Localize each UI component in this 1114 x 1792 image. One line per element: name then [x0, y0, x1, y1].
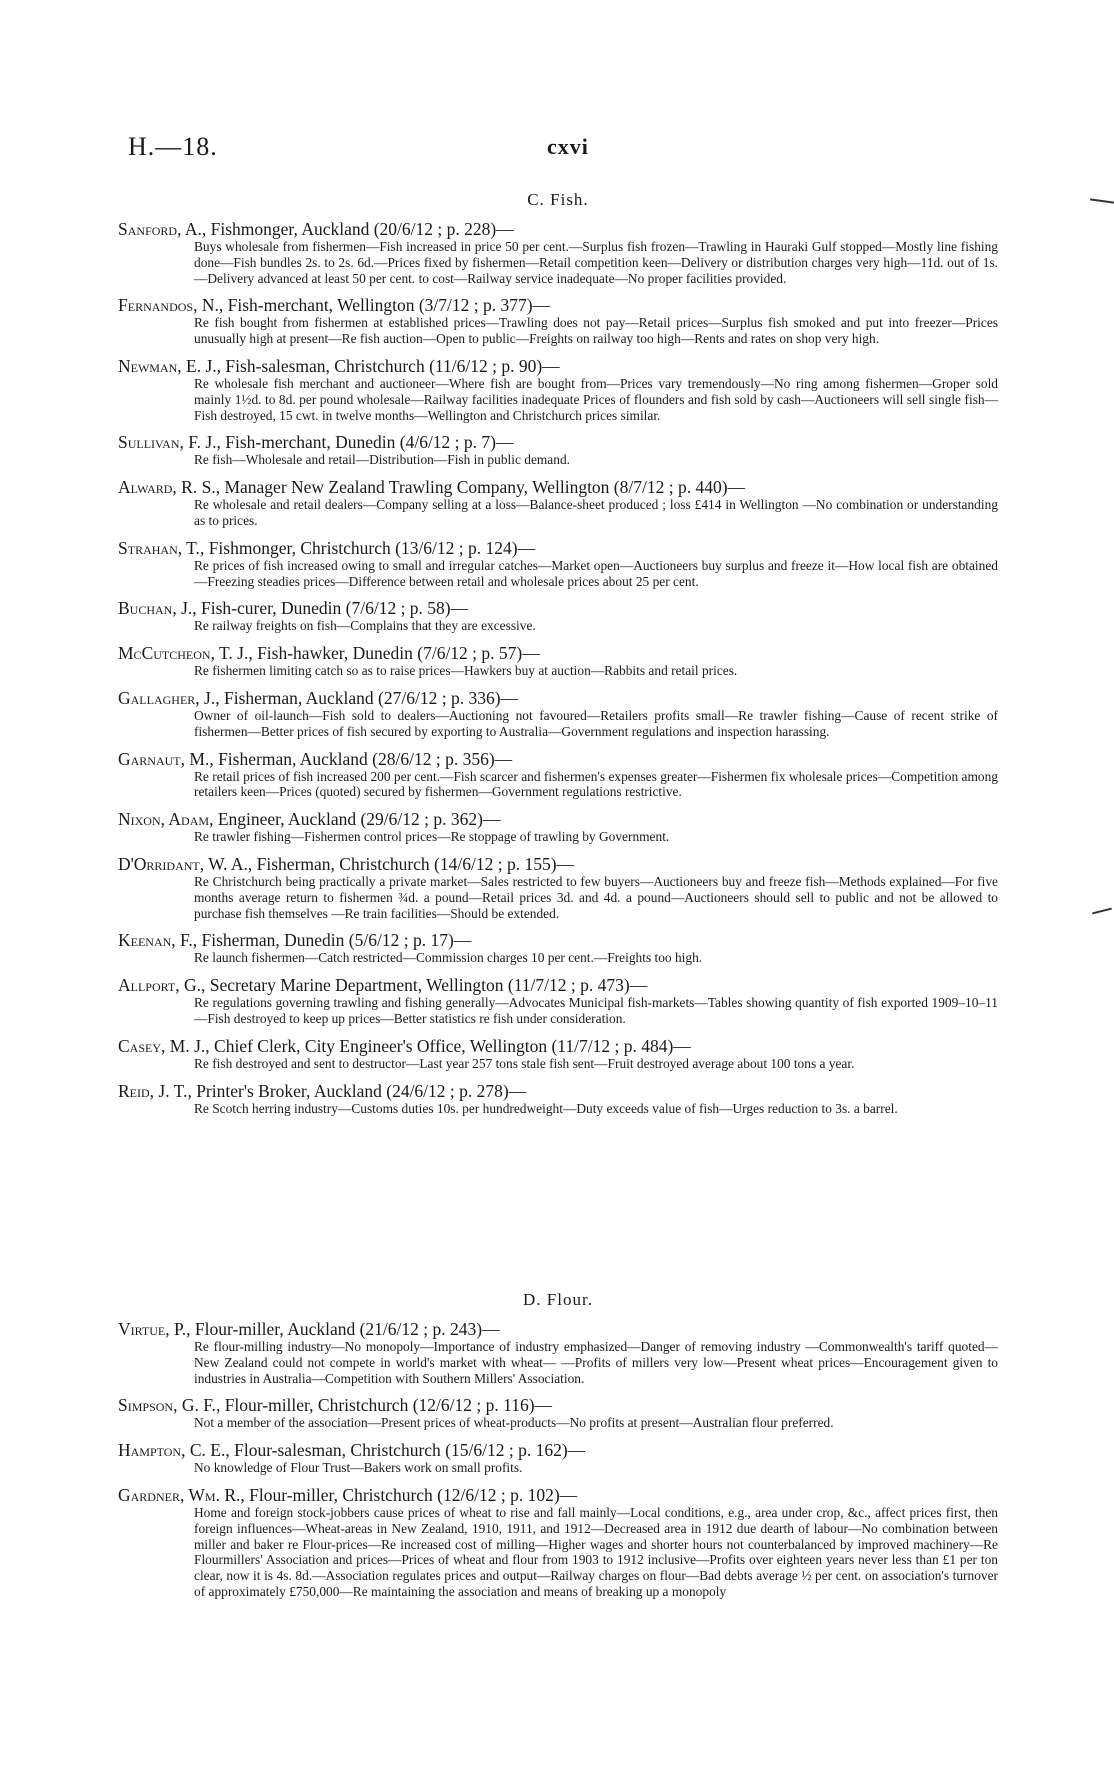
margin-mark: [1092, 908, 1112, 915]
evidence-summary: Not a member of the association—Present prices of wheat-products—No profits at present—Australian flour preferred.: [194, 1415, 834, 1431]
evidence-summary: Re wholesale and retail dealers—Company selling at a loss—Balance-sheet produced ; loss £414 in Wellington —No combination or understanding as to prices.: [194, 497, 998, 528]
witness-details: , Fish-salesman, Christchurch (11/6/12 ; p. 90)—: [216, 355, 560, 376]
evidence-summary: Re wholesale fish merchant and auctioneer—Where fish are bought from—Prices vary tremendously—No ring among fishermen—Groper sold mainly 1½d. to 8d. per pound wholesale—Railway facilities inadequate Prices of flounders and fish sold by cash—Auctioneers will sell single fish—Fish destroyed, 15 cwt. in twelve months—Wellington and Christchurch prices similar.: [194, 375, 998, 423]
witness-details: , Engineer, Auckland (29/6/12 ; p. 362)—: [209, 809, 501, 830]
section-title: D. Flour.: [523, 1290, 593, 1309]
evidence-summary: Buys wholesale from fishermen—Fish increased in price 50 per cent.—Surplus fish frozen—Trawling in Hauraki Gulf stopped—Mostly line fishing done—Fish bundles 2s. to 2s. 6d.—Prices fixed by fishermen—Retail competition keen—Delivery or distribution charges very high—11d. out of 1s.—Delivery advanced at least 50 per cent. to cost—Railway service inadequate—No proper facilities provided.: [194, 239, 998, 286]
witness-entry: [118, 1485, 998, 1600]
witness-details: , Fishmonger, Christchurch (13/6/12 ; p. 124)—: [199, 537, 536, 558]
entry-heading: [118, 1485, 998, 1505]
entry-heading: [118, 975, 998, 995]
witness-entry: [118, 749, 998, 801]
evidence-summary: Home and foreign stock-jobbers cause prices of wheat to rise and fall mainly—Local conditions, e.g., area under crop, &c., affect prices first, then foreign influences—Wheat-areas in New Zealand, 1910, 1911, and 1912—Decreased area in 1912 due dearth of labour—No combination between miller and baker re Flour-prices—Re increased cost of milling—Higher wages and shorter hours not counterbalanced by improved machinery—Re Flourmillers' Association and prices—Prices of wheat and flour from 1903 to 1912 inclusive—Profits over eighteen years never less than £1 per ton clear, now it is 4s. 8d.—Association regulates prices and output—Railway charges on flour—Bad debts average ½ per cent. on association's turnover of approximately £750,000—Re maintaining the association and means of breaking up a monopoly: [194, 1504, 998, 1599]
witness-details: , Fish-merchant, Dunedin (4/6/12 ; p. 7)—: [216, 432, 514, 453]
witness-details: , Fisherman, Auckland (27/6/12 ; p. 336)—: [215, 687, 519, 708]
witness-details: , Printer's Broker, Auckland (24/6/12 ; p. 278)—: [187, 1080, 527, 1101]
evidence-summary: Owner of oil-launch—Fish sold to dealers—Auctioning not favoured—Retailers profits small—Re trawler fishing—Cause of recent strike of fishermen—Better prices of fish secured by exporting to Australia—Government regulations and inspection harassing.: [194, 707, 998, 739]
margin-mark: [1090, 198, 1114, 203]
witness-entry: [118, 688, 998, 740]
evidence-summary: Re railway freights on fish—Complains that they are excessive.: [194, 618, 536, 634]
witness-name: Reid, J. T.: [118, 1080, 188, 1101]
witness-entry: [118, 643, 998, 679]
witness-entry: [118, 598, 998, 634]
entry-heading: [118, 688, 998, 708]
witness-name: Simpson, G. F.: [118, 1395, 216, 1416]
entry-heading: [118, 1395, 998, 1415]
entry-heading: [118, 477, 998, 497]
witness-details: , Secretary Marine Department, Wellington (11/7/12 ; p. 473)—: [201, 975, 648, 996]
witness-details: , Fisherman, Christchurch (14/6/12 ; p. 155)—: [247, 853, 575, 874]
witness-entry: [118, 1395, 998, 1431]
witness-entry: [118, 295, 998, 347]
evidence-summary: Re launch fishermen—Catch restricted—Commission charges 10 per cent.—Freights too high.: [194, 950, 703, 966]
evidence-summary: Re Christchurch being practically a private market—Sales restricted to few buyers—Auctioneers buy and freeze fish—Methods explained—For five months average return to fishermen ¾d. a pound—Retail prices 3d. and 4d. a pound—Auctioneers should sell to public and not be allowed to purchase fish themselves —Re train facilities—Should be extended.: [194, 873, 998, 921]
witness-details: , Fishmonger, Auckland (20/6/12 ; p. 228)—: [201, 219, 514, 239]
entry-heading: [118, 854, 998, 874]
evidence-summary: No knowledge of Flour Trust—Bakers work on small profits.: [194, 1460, 523, 1476]
witness-details: , Fish-hawker, Dunedin (7/6/12 ; p. 57)—: [248, 643, 540, 664]
evidence-summary: Re prices of fish increased owing to small and irregular catches—Market open—Auctioneers buy surplus and freeze it—How local fish are obtained—Freezing steadies prices—Difference between retail and wholesale prices about 25 per cent.: [194, 557, 998, 589]
witness-entry: [118, 1319, 998, 1386]
entry-heading: [118, 538, 998, 558]
page-header: [128, 132, 1008, 172]
evidence-summary: Re Scotch herring industry—Customs duties 10s. per hundredweight—Duty exceeds value of fish—Urges reduction to 3s. a barrel.: [194, 1100, 898, 1116]
witness-name: Fernandos, N.: [118, 295, 219, 316]
witness-details: , Fisherman, Auckland (28/6/12 ; p. 356)—: [209, 748, 513, 769]
witness-entry: [118, 477, 998, 529]
evidence-summary: Re trawler fishing—Fishermen control prices—Re stoppage of trawling by Government.: [194, 829, 670, 845]
report-reference: H.—18.: [128, 132, 218, 161]
evidence-summary: Re fish bought from fishermen at established prices—Trawling does not pay—Retail prices—Surplus fish smoked and put into freezer—Prices unusually high at present—Re fish auction—Open to public—Freights on railway too high—Rents and rates on shop very high.: [194, 315, 998, 347]
witness-details: , Fisherman, Dunedin (5/6/12 ; p. 17)—: [192, 930, 472, 951]
witness-name: Sanford, A.: [118, 219, 202, 239]
witness-entry: [118, 1036, 998, 1072]
entry-heading: [118, 1319, 998, 1339]
witness-details: , Fish-merchant, Wellington (3/7/12 ; p. 377)—: [218, 295, 551, 316]
witness-details: , Flour-salesman, Christchurch (15/6/12 ; p. 162)—: [225, 1440, 586, 1461]
entry-heading: [118, 598, 998, 618]
witness-name: Alward, R. S.: [118, 477, 216, 498]
entry-heading: [118, 749, 998, 769]
witness-name: Newman, E. J.: [118, 355, 217, 376]
entry-heading: [118, 356, 998, 376]
witness-entry: [118, 975, 998, 1027]
witness-details: , Flour-miller, Christchurch (12/6/12 ; p. 116)—: [215, 1395, 553, 1416]
section-title: C. Fish.: [527, 190, 589, 209]
section-flour: [118, 1290, 998, 1609]
witness-details: , Chief Clerk, City Engineer's Office, Wellington (11/7/12 ; p. 484)—: [205, 1035, 691, 1056]
evidence-summary: Re flour-milling industry—No monopoly—Importance of industry emphasized—Danger of removing industry —Commonwealth's tariff quoted—New Zealand could not compete in world's market with wheat— —Profits of millers very low—Present wheat prices—Encouragement given to industries in Australia—Competition with Southern Millers' Association.: [194, 1339, 998, 1386]
witness-name: Virtue, P.: [118, 1319, 187, 1339]
witness-name: Nixon, Adam: [118, 809, 210, 830]
evidence-summary: Re fishermen limiting catch so as to raise prices—Hawkers buy at auction—Rabbits and retail prices.: [194, 663, 738, 679]
witness-name: Allport, G.: [118, 975, 202, 996]
witness-entry: [118, 809, 998, 845]
entry-heading: [118, 295, 998, 315]
witness-name: McCutcheon, T. J.: [118, 643, 249, 664]
witness-name: D'Orridant, W. A.: [118, 853, 248, 874]
witness-entry: [118, 219, 998, 286]
evidence-summary: Re fish destroyed and sent to destructor—Last year 257 tons stale fish sent—Fruit destroyed average about 100 tons a year.: [194, 1055, 855, 1071]
entry-heading: [118, 809, 998, 829]
evidence-summary: Re fish—Wholesale and retail—Distribution—Fish in public demand.: [194, 452, 570, 468]
witness-name: Garnaut, M.: [118, 748, 210, 769]
witness-name: Casey, M. J.: [118, 1035, 206, 1056]
witness-name: Gallagher, J.: [118, 687, 216, 708]
witness-entry: [118, 538, 998, 590]
witness-details: , Flour-miller, Auckland (21/6/12 ; p. 243)—: [186, 1319, 500, 1339]
witness-entry: [118, 930, 998, 966]
witness-details: , Flour-miller, Christchurch (12/6/12 ; p. 102)—: [240, 1484, 578, 1505]
witness-name: Sullivan, F. J.: [118, 432, 217, 453]
witness-details: , Fish-curer, Dunedin (7/6/12 ; p. 58)—: [192, 598, 469, 619]
witness-entry: [118, 356, 998, 423]
witness-name: Strahan, T.: [118, 537, 200, 558]
entry-heading: [118, 1081, 998, 1101]
witness-details: , Manager New Zealand Trawling Company, Wellington (8/7/12 ; p. 440)—: [215, 477, 746, 498]
witness-entry: [118, 1081, 998, 1117]
entry-heading: [118, 432, 998, 452]
evidence-summary: Re retail prices of fish increased 200 per cent.—Fish scarcer and fishermen's expenses greater—Fishermen fix wholesale prices—Competition among retailers keen—Prices (quoted) secured by fishermen—Government regulations restrictive.: [194, 768, 998, 800]
evidence-summary: Re regulations governing trawling and fishing generally—Advocates Municipal fish-markets—Tables showing quantity of fish exported 1909–10–11—Fish destroyed to keep up prices—Better statistics re fish under consideration.: [194, 995, 998, 1026]
section-fish: [118, 190, 998, 1125]
witness-entry: [118, 1440, 998, 1476]
witness-name: Keenan, F.: [118, 930, 193, 951]
entry-heading: [118, 930, 998, 950]
page-number: cxvi: [547, 134, 589, 159]
entry-heading: [118, 643, 998, 663]
witness-name: Hampton, C. E.: [118, 1440, 226, 1461]
witness-name: Gardner, Wm. R.: [118, 1484, 241, 1505]
witness-name: Buchan, J.: [118, 598, 193, 619]
entry-heading: [118, 1440, 998, 1460]
entry-heading: [118, 1036, 998, 1056]
witness-entry: [118, 854, 998, 921]
entry-heading: [118, 219, 998, 239]
witness-entry: [118, 432, 998, 468]
